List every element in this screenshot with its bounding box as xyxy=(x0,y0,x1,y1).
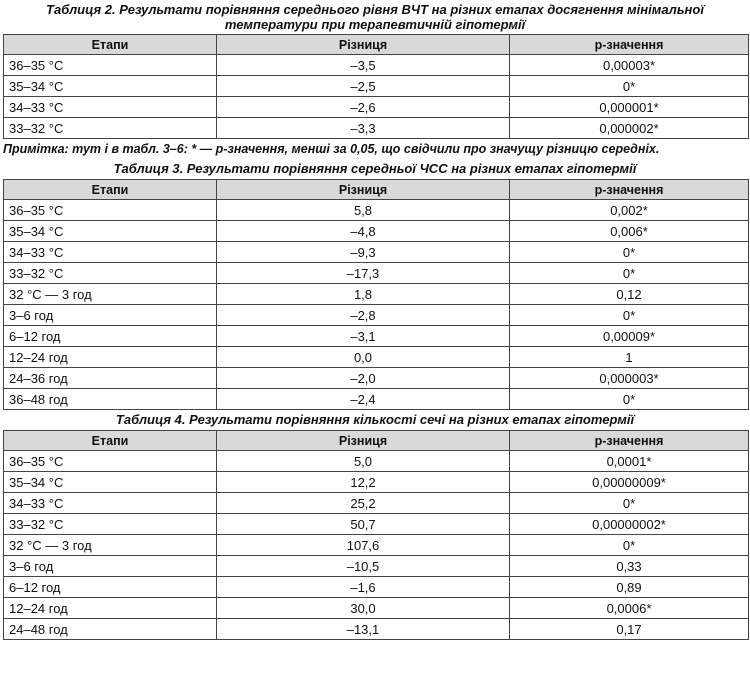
p-value-cell: 0* xyxy=(510,535,749,556)
difference-cell: –4,8 xyxy=(217,221,510,242)
table3 xyxy=(3,179,749,410)
table-row xyxy=(4,118,749,139)
difference-cell: –10,5 xyxy=(217,556,510,577)
difference-cell: –3,1 xyxy=(217,326,510,347)
table-row xyxy=(4,76,749,97)
difference-cell: 30,0 xyxy=(217,598,510,619)
difference-cell: –1,6 xyxy=(217,577,510,598)
table-row xyxy=(4,221,749,242)
stage-cell: 24–48 год xyxy=(4,619,217,640)
table-row xyxy=(4,347,749,368)
difference-cell: 107,6 xyxy=(217,535,510,556)
p-value-cell: 0* xyxy=(510,305,749,326)
difference-cell: –3,3 xyxy=(217,118,510,139)
difference-cell: –2,0 xyxy=(217,368,510,389)
table3-caption: Таблиця 3. Результати порівняння середньої ЧСС на різних етапах гіпотермії xyxy=(113,161,637,176)
stage-cell: 36–35 °С xyxy=(4,451,217,472)
difference-cell: –2,4 xyxy=(217,389,510,410)
p-value-cell: 0,000001* xyxy=(510,97,749,118)
stage-cell: 3–6 год xyxy=(4,556,217,577)
difference-cell: –2,6 xyxy=(217,97,510,118)
stage-cell: 12–24 год xyxy=(4,347,217,368)
p-value-cell: 0,33 xyxy=(510,556,749,577)
stage-cell: 34–33 °С xyxy=(4,493,217,514)
p-value-cell: 0,006* xyxy=(510,221,749,242)
column-header-p-value: р-значення xyxy=(510,180,749,200)
table-row xyxy=(4,493,749,514)
difference-cell: 12,2 xyxy=(217,472,510,493)
stage-cell: 34–33 °С xyxy=(4,97,217,118)
stage-cell: 33–32 °С xyxy=(4,514,217,535)
stage-cell: 35–34 °С xyxy=(4,472,217,493)
table2-caption-line1: Таблиця 2. Результати порівняння середнього рівня ВЧТ на різних етапах досягнення мінімальної xyxy=(46,2,704,17)
difference-cell: 1,8 xyxy=(217,284,510,305)
stage-cell: 6–12 год xyxy=(4,326,217,347)
stage-cell: 33–32 °С xyxy=(4,118,217,139)
p-value-cell: 0* xyxy=(510,389,749,410)
stage-cell: 33–32 °С xyxy=(4,263,217,284)
column-header-stages: Етапи xyxy=(4,35,217,55)
difference-cell: –2,8 xyxy=(217,305,510,326)
table-row xyxy=(4,305,749,326)
column-header-stages: Етапи xyxy=(4,431,217,451)
table-row xyxy=(4,242,749,263)
table-row xyxy=(4,263,749,284)
table-header-row xyxy=(4,180,749,200)
table-row xyxy=(4,368,749,389)
table-row xyxy=(4,55,749,76)
stage-cell: 34–33 °С xyxy=(4,242,217,263)
table-row xyxy=(4,451,749,472)
table3-body xyxy=(4,200,749,410)
stage-cell: 36–35 °С xyxy=(4,55,217,76)
column-header-difference: Різниця xyxy=(217,431,510,451)
p-value-cell: 0,89 xyxy=(510,577,749,598)
p-value-cell: 0* xyxy=(510,242,749,263)
p-value-cell: 0,000003* xyxy=(510,368,749,389)
p-value-cell: 0* xyxy=(510,263,749,284)
table-row xyxy=(4,619,749,640)
table2-caption-line2: температури при терапевтичній гіпотермії xyxy=(224,17,526,32)
p-value-cell: 0,00000009* xyxy=(510,472,749,493)
p-value-cell: 0,0001* xyxy=(510,451,749,472)
table-row xyxy=(4,556,749,577)
p-value-cell: 0,0006* xyxy=(510,598,749,619)
column-header-difference: Різниця xyxy=(217,35,510,55)
table4 xyxy=(3,430,749,640)
stage-cell: 36–48 год xyxy=(4,389,217,410)
stage-cell: 36–35 °С xyxy=(4,200,217,221)
difference-cell: 5,0 xyxy=(217,451,510,472)
table4-caption: Таблиця 4. Результати порівняння кількості сечі на різних етапах гіпотермії xyxy=(115,412,635,427)
stage-cell: 32 °С — 3 год xyxy=(4,284,217,305)
column-header-stages: Етапи xyxy=(4,180,217,200)
p-value-cell: 0,12 xyxy=(510,284,749,305)
p-value-cell: 1 xyxy=(510,347,749,368)
table-row xyxy=(4,535,749,556)
stage-cell: 32 °С — 3 год xyxy=(4,535,217,556)
table-row xyxy=(4,200,749,221)
stage-cell: 3–6 год xyxy=(4,305,217,326)
stage-cell: 35–34 °С xyxy=(4,221,217,242)
p-value-cell: 0,00000002* xyxy=(510,514,749,535)
stage-cell: 35–34 °С xyxy=(4,76,217,97)
table2-caption xyxy=(0,0,750,34)
table-row xyxy=(4,97,749,118)
difference-cell: 0,0 xyxy=(217,347,510,368)
table-row xyxy=(4,326,749,347)
table-row xyxy=(4,389,749,410)
stage-cell: 6–12 год xyxy=(4,577,217,598)
table-header-row xyxy=(4,431,749,451)
p-value-cell: 0,000002* xyxy=(510,118,749,139)
difference-cell: –17,3 xyxy=(217,263,510,284)
p-value-cell: 0* xyxy=(510,493,749,514)
column-header-p-value: р-значення xyxy=(510,431,749,451)
p-value-cell: 0,17 xyxy=(510,619,749,640)
table-note: Примітка: тут і в табл. 3–6: * — р-значення, менші за 0,05, що свідчили про значущу різницю середніх. xyxy=(3,142,660,156)
table-row xyxy=(4,284,749,305)
stage-cell: 24–36 год xyxy=(4,368,217,389)
p-value-cell: 0,00009* xyxy=(510,326,749,347)
column-header-p-value: р-значення xyxy=(510,35,749,55)
p-value-cell: 0,00003* xyxy=(510,55,749,76)
p-value-cell: 0* xyxy=(510,76,749,97)
column-header-difference: Різниця xyxy=(217,180,510,200)
table-row xyxy=(4,598,749,619)
table-header-row xyxy=(4,35,749,55)
stage-cell: 12–24 год xyxy=(4,598,217,619)
difference-cell: 25,2 xyxy=(217,493,510,514)
difference-cell: 50,7 xyxy=(217,514,510,535)
difference-cell: –13,1 xyxy=(217,619,510,640)
table2-body xyxy=(4,55,749,139)
difference-cell: –3,5 xyxy=(217,55,510,76)
p-value-cell: 0,002* xyxy=(510,200,749,221)
difference-cell: 5,8 xyxy=(217,200,510,221)
table-row xyxy=(4,577,749,598)
table4-body xyxy=(4,451,749,640)
table-row xyxy=(4,514,749,535)
difference-cell: –9,3 xyxy=(217,242,510,263)
difference-cell: –2,5 xyxy=(217,76,510,97)
table2 xyxy=(3,34,749,139)
table-row xyxy=(4,472,749,493)
